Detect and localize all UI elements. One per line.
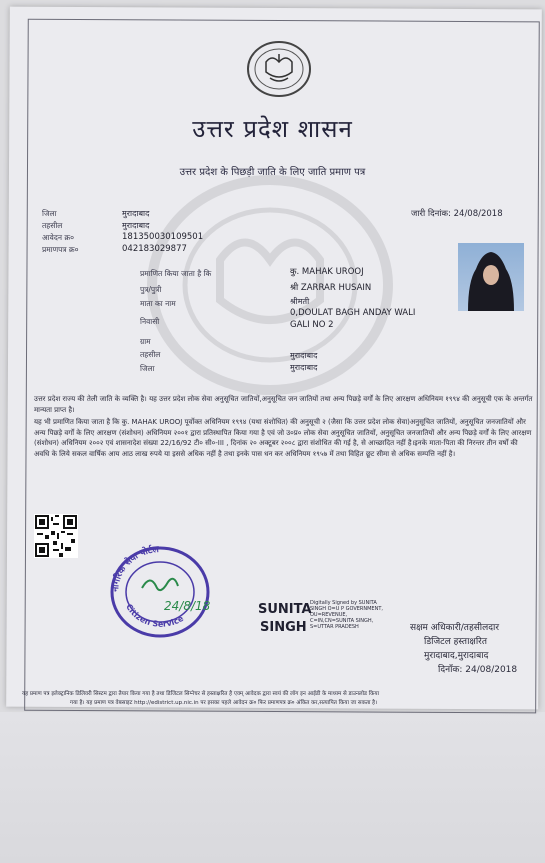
application-no-value: 181350030109501 [122,232,204,242]
person-tehsil-label: तहसील [140,350,161,359]
issue-date [411,208,503,219]
address-line-1: 0,DOULAT BAGH ANDAY WALI [290,308,416,318]
authority-location: मुरादाबाद,मुरादाबाद [424,651,489,661]
person-district-value: मुरादाबाद [290,363,318,372]
signer-name-line-1: SUNITA [258,602,312,617]
caste-paragraph: उत्तर प्रदेश राज्य की तेली जाति के व्यक्ति है। यह उत्तर प्रदेश लोक सेवा अनुसूचित जातियों,अनुसूचित जन जातियों तथा अन्य पिछड़े वर्गों के लिए आरक्षण अधिनियम १९९४ की अनुसूची एक के अन्तर्गत मान्यता प्राप्त है। [34,395,533,414]
authority-date [438,662,517,675]
authority-date-label: दिनाँक: [438,665,463,675]
svg-text:नागरिक सेवा पोर्टल [111,544,160,594]
signer-name-line-2: SINGH [260,620,307,635]
footer-note-line-2: गया है। यह प्रमाण पत्र वेबसाइट http://edistrict.up.nic.in पर इसका पहले आवेदन क्र० फिर प्रमाणपत्र क्र० अंकित कर,सत्यापित किया जा सकता है। [70,700,378,706]
person-tehsil-value: मुरादाबाद [290,351,318,360]
mother-label: माता का नाम [140,299,176,308]
certificate-no-label: प्रमाणपत्र क्र० [42,245,79,254]
tehsil-label: तहसील [42,221,63,230]
handwritten-date: 24/8/18 [164,599,211,613]
address-line-2: GALI NO 2 [290,320,334,330]
father-name: श्री ZARRAR HUSAIN [290,283,372,293]
village-label: ग्राम [140,337,151,346]
person-silhouette-icon [458,243,524,311]
application-no-label: आवेदन क्र० [42,233,75,242]
citizen-service-portal-stamp-icon [104,540,216,640]
certification-paragraph: यह भी प्रमाणित किया जाता है कि कु. MAHAK UROOJ पूर्वोक्त अधिनियम १९९४ (यथा संशोधित) की अनुसूची २ (जैसा कि उत्तर प्रदेश लोक सेवा)अनुसूचित जातियों, अनुसूचित जनजातियों और अन्य पिछड़े वर्गों के लिए आरक्षण (संशोधन) अधिनियम २००१ द्वारा प्रतिस्थापित किया गया है एवं जो उ०प्र० लोक सेवा अनुसूचित जातियों, अनुसूचित जनजातियों और अन्य पिछड़े वर्गों के लिए आरक्षण (संशोधन) अधिनियम २००२ एवं शासनादेश संख्या 22/16/92 टी० सी०-III , दिनांक २० अक्टूबर २००८ द्वारा संशोधित की गई है, से आच्छादित नहीं है।इनके माता-पिता की निरन्तर तीन वर्षों की अवधि के लिये सकल वार्षिक आय आठ लाख रुपये या इससे अधिक नहीं है तथा इनके पास धन कर अधिनियम १९५७ में तथा विहित छूट सीमा से अधिक सम्पत्ति नहीं है। [34,418,532,458]
stamp-text-english: Citizen Service [124,602,186,629]
state-emblem-icon [246,40,312,98]
district-value: मुरादाबाद [122,209,150,218]
qr-code [34,514,78,558]
certificate-no-value: 042183029877 [122,244,187,254]
document-subtitle: उत्तर प्रदेश के पिछड़ी जाति के लिए जाति प्रमाण पत्र [179,167,366,178]
document-title: उत्तर प्रदेश शासन [192,115,353,143]
stamp-text: नागरिक सेवा पोर्टल [110,544,160,593]
person-district-label: जिला [140,364,155,373]
authority-title: सक्षम अधिकारी/तहसीलदार [410,623,500,633]
qr-code-icon [35,515,77,557]
issue-date-value: 24/08/2018 [453,209,503,219]
applicant-photo [458,243,524,311]
residence-label: निवासी [140,317,160,326]
tehsil-value: मुरादाबाद [122,221,150,230]
authority-date-value: 24/08/2018 [465,665,518,675]
certified-label: प्रमाणित किया जाता है कि [140,269,212,278]
authority-digital-sign: डिजिटल हस्ताक्षरित [424,637,487,647]
footer-note-line-1: यह प्रमाण पत्र इलेक्ट्रानिक डिलिवरी सिस्टम द्वारा तैयार किया गया है तथा डिजिटल सिग्नेचर से हस्ताक्षरित है एवम् आवेदक द्वारा स्वयं की लॉग इन आईडी के माध्यम से डाउनलोड किया [22,691,380,697]
applicant-name: कु. MAHAK UROOJ [290,267,364,277]
digital-signature-details: Digitally Signed by SUNITA SINGH O=U P GOVERNMENT, OU=REVENUE, C=IN,CN=SUNITA SINGH, S=UTTAR PRADESH [310,600,383,630]
relation-label: पुत्र/पुत्री [140,285,162,294]
background-surface [0,712,545,863]
district-label: जिला [42,209,57,218]
mother-name: श्रीमती [290,297,310,306]
issue-date-label: जारी दिनांक: [411,209,451,219]
